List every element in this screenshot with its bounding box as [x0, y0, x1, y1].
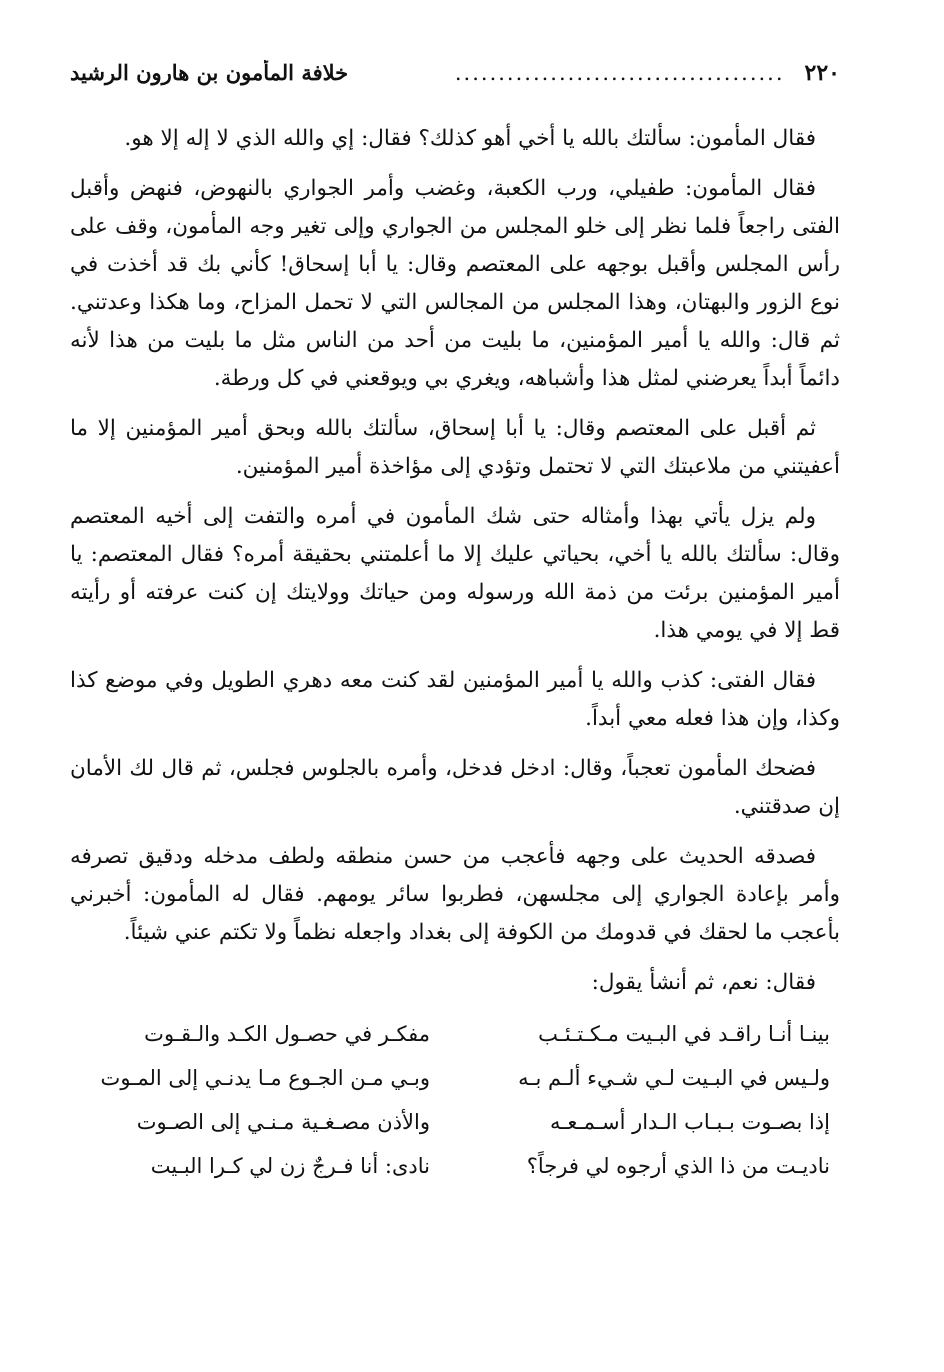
poem-verse: [70, 1100, 840, 1144]
poem-verse: [70, 1144, 840, 1188]
running-title: خلافة المأمون بن هارون الرشيد: [70, 60, 349, 85]
poem: [70, 1012, 840, 1188]
verse-second-hemistich: نادى: أنا فـرجٌ زن لي كـرا البـيت: [150, 1154, 430, 1178]
paragraph: فصدقه الحديث على وجهه فأعجب من حسن منطقه ولطف مدخله ودقيق تصرفه وأمر بإعادة الجواري إلى مجلسهن، فطربوا سائر يومهم. فقال له المأمون: أخبرني بأعجب ما لحقك في قدومك من الكوفة إلى بغداد واجعله نظماً ولا تكتم عني شيئاً.: [70, 844, 840, 945]
paragraph: فقال المأمون: سألتك بالله يا أخي أهو كذلك؟ فقال: إي والله الذي لا إله إلا هو.: [124, 126, 816, 151]
verse-first-hemistich: إذا بصـوت بـبـاب الـدار أسـمـعـه: [549, 1110, 830, 1134]
paragraph: فضحك المأمون تعجباً، وقال: ادخل فدخل، وأمره بالجلوس فجلس، ثم قال لك الأمان إن صدقتني.: [70, 756, 840, 819]
verse-second-hemistich: وبـي مـن الجـوع مـا يدنـي إلى المـوت: [100, 1066, 430, 1090]
poem-intro: فقال: نعم، ثم أنشأ يقول:: [591, 970, 816, 995]
body-text: [70, 120, 840, 1188]
verse-second-hemistich: مفكـر في حصـول الكـد والـقـوت: [144, 1022, 430, 1046]
paragraph: ولم يزل يأتي بهذا وأمثاله حتى شك المأمون في أمره والتفت إلى أخيه المعتصم وقال: سألتك بالله يا أخي، بحياتي عليك إلا ما أعلمتني بحقيقة أمره؟ فقال المعتصم: يا أمير المؤمنين برئت من ذمة الله ورسوله ومن حياتك وولايتك إن كنت عرفته أو رأيته قط إلا في يومي هذا.: [70, 504, 840, 643]
paragraph: فقال الفتى: كذب والله يا أمير المؤمنين لقد كنت معه دهري الطويل وفي موضع كذا وكذا، وإن هذا فعله معي أبداً.: [70, 668, 840, 731]
verse-first-hemistich: ولـيس في البـيت لـي شـيء ألـم بـه: [518, 1066, 830, 1090]
page-number: ٢٢٠: [804, 60, 840, 86]
verse-second-hemistich: والأذن مصـغـية مـنـي إلى الصـوت: [136, 1110, 430, 1134]
page-header: [70, 60, 840, 108]
paragraph: فقال المأمون: طفيلي، ورب الكعبة، وغضب وأمر الجواري بالنهوض، فنهض وأقبل الفتى راجعاً فلما نظر إلى خلو المجلس من الجواري وإلى تغير وجه المأمون، وقف على رأس المجلس وأقبل بوجهه على المعتصم وقال: يا أبا إسحاق! كأني بك قد أخذت في نوع الزور والبهتان، وهذا المجلس من المجالس التي لا تحمل المزاح، وما هكذا وعدتني. ثم قال: والله يا أمير المؤمنين، ما بليت من أحد من الناس مثل ما بليت من هذا لأنه دائماً أبداً يعرضني لمثل هذا وأشباهه، ويغري بي ويوقعني في كل ورطة.: [70, 176, 840, 391]
poem-verse: [70, 1012, 840, 1056]
paragraph: ثم أقبل على المعتصم وقال: يا أبا إسحاق، سألتك بالله وبحق أمير المؤمنين إلا ما أعفيتني من ملاعبتك التي لا تحتمل وتؤدي إلى مؤاخذة أمير المؤمنين.: [70, 416, 840, 479]
header-dot-leader: ......................................: [454, 61, 785, 85]
verse-first-hemistich: بينـا أنـا راقـد في البـيت مـكـتـئـب: [538, 1022, 830, 1046]
poem-verse: [70, 1056, 840, 1100]
book-page: [70, 60, 840, 1188]
verse-first-hemistich: ناديـت من ذا الذي أرجوه لي فرجاً؟: [526, 1154, 830, 1178]
